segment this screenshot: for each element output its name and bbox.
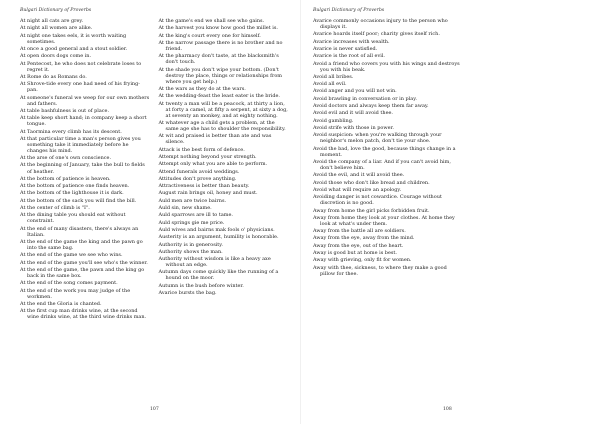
proverb-entry: Auld wives and bairns mak fools o' physicians.: [158, 226, 275, 233]
proverb-entry: Authority shows the man.: [158, 248, 223, 255]
proverb-entry: Avoid gambling.: [313, 117, 354, 124]
proverb-entry: Avoid doctors and always keep them far away.: [313, 103, 429, 110]
proverb-entry: At the king's court every one for himself.: [158, 32, 261, 39]
proverb-entry: Autumn days come quickly like the running of a hound on the moor.: [158, 269, 279, 282]
proverb-entry: At night all women are alike.: [20, 25, 93, 32]
proverb-entry: At the end of the game, the pawn and the king go back in the same box.: [20, 266, 145, 279]
proverb-entry: Authority is in generosity.: [158, 241, 223, 248]
proverb-entry: Avoid strife with those in power.: [313, 124, 394, 131]
proverb-entry: At the bottom of the lighthouse it is dark.: [20, 190, 124, 197]
proverb-entry: At open doors dogs come in.: [20, 53, 92, 60]
proverb-entry: Away from the battle all are soldiers.: [313, 228, 406, 235]
proverb-entry: Avoid the evil, and it will avoid thee.: [313, 172, 405, 179]
proverb-entry: Avoid all evil.: [313, 81, 347, 88]
proverb-entry: Avarice commonly occasions injury to the person who displays it.: [313, 18, 448, 31]
left-page-column-2: [159, 18, 289, 322]
proverb-entry: At once a good general and a stout soldier.: [20, 45, 128, 52]
proverb-entry: Avoid the company of a liar. And if you can't avoid him, don't believe him.: [313, 158, 451, 171]
proverb-entry: Auld springs gie me price.: [158, 219, 225, 226]
proverb-entry: Avarice increases with wealth.: [313, 38, 390, 45]
proverb-entry: At the pharmacy don't taste, at the blacksmith's don't touch.: [158, 53, 279, 66]
proverb-entry: Attractiveness is better than beauty.: [158, 183, 250, 190]
proverb-entry: At that particular time a man's person gives you something take it immediately before he changes his mind.: [20, 135, 141, 154]
proverb-entry: At the end of the game you'll see who's the winner.: [20, 259, 148, 266]
proverb-entry: Avoid all bribes.: [313, 73, 354, 80]
proverb-entry: Avoid suspicion: when you're walking through your neighbor's melon patch, don't tie your shoe.: [313, 132, 442, 145]
proverb-entry: Away from home they look at your clothes. At home they look at what's under them.: [313, 214, 455, 227]
entry-columns: [20, 18, 288, 322]
proverb-entry: Avarice is never satisfied.: [313, 45, 378, 52]
proverb-entry: Avoid a friend who covers you with his wings and destroys you with his beak.: [313, 60, 460, 73]
proverb-entry: Away is good but at home is best.: [313, 250, 397, 257]
proverb-entry: Attack is the best form of defence.: [158, 146, 245, 153]
proverb-entry: Avoid evil and it will avoid thee.: [313, 110, 393, 117]
right-page: [300, 0, 600, 424]
page-number: 107: [150, 407, 159, 412]
proverb-entry: At the end of the game we see who wins.: [20, 252, 123, 259]
page-number: 108: [443, 407, 452, 412]
proverb-entry: Avarice hoards itself poor; charity gives itself rich.: [313, 31, 440, 38]
proverb-entry: At table bashfulness is out of place.: [20, 107, 110, 114]
proverb-entry: Auld sin, new shame.: [158, 205, 212, 212]
proverb-entry: Auld sparrows are ill to tame.: [158, 212, 233, 219]
running-head: Bulgari Dictionary of Proverbs: [20, 8, 92, 13]
proverb-entry: Away with thee, sickness, to where they make a good pillow for thee.: [313, 264, 447, 277]
proverb-entry: At whatever age a child gets a problem, at the same age she has to shoulder the responsibility.: [158, 119, 286, 132]
running-head: Bulgari Dictionary of Proverbs: [313, 8, 385, 13]
proverb-entry: Auld men are twice bairns.: [158, 197, 227, 204]
proverb-entry: At the shade you don't wipe your bottom. (Don't destroy the place, things or relationships from where you get help.): [158, 66, 282, 85]
proverb-entry: At the bottom of patience is heaven.: [20, 175, 111, 182]
proverb-entry: Attitudes don't prove anything.: [158, 175, 237, 182]
proverb-entry: Away with grieving, only fit for women.: [313, 257, 412, 264]
proverb-entry: Away from home the girl picks forbidden fruit.: [313, 207, 430, 214]
proverb-entry: At Pentecost, he who does not celebrate loses to regret it.: [20, 60, 142, 73]
proverb-entry: At the narrow passage there is no brother and no friend.: [158, 39, 283, 52]
proverb-entry: At someone's funeral we weep for our own mothers and fathers.: [20, 94, 150, 107]
proverb-entry: At the bottom of patience one finds heaven.: [20, 183, 130, 190]
proverb-entry: At the first cup man drinks wine, at the second wine drinks wine, at the third wine drinks man.: [20, 308, 147, 321]
proverb-entry: At the end of the work you may judge of the workmen.: [20, 287, 131, 300]
proverb-entry: At wit and praised is better than ate and was silence.: [158, 133, 272, 146]
proverb-entry: At night all cats are grey.: [20, 18, 84, 24]
proverb-entry: Avarice bursts the bag.: [158, 290, 217, 297]
proverb-entry: Away from the eye, out of the heart.: [313, 242, 404, 249]
right-page-column-1: [313, 18, 463, 278]
proverb-entry: At the wars as they do at the wars.: [158, 85, 246, 92]
proverb-entry: Avoid anger and you will not win.: [313, 88, 397, 95]
proverb-entry: Attend funerals avoid weddings.: [158, 168, 240, 175]
proverb-entry: At night one takes eels, it is worth waiting sometimes.: [20, 32, 127, 45]
proverb-entry: At Taormina every climb has its descent.: [20, 128, 122, 135]
proverb-entry: At the bottom of the sack you will find the bill.: [20, 197, 137, 204]
proverb-entry: At the harvest you know how good the millet is.: [158, 25, 278, 32]
proverb-entry: At the beginning of January, take the bull to fields of heather.: [20, 162, 145, 175]
proverb-entry: Avoid brawling in conversation or in play.: [313, 95, 417, 102]
proverb-entry: At the end of many disasters, there's always an Italian.: [20, 225, 139, 238]
proverb-entry: At the dining table you should eat without constraint.: [20, 212, 126, 225]
proverb-entry: At the game's end we shall see who gains.: [158, 18, 265, 24]
proverb-entry: At the arse of one's own conscience.: [20, 155, 112, 162]
proverb-entry: At the end of the game the king and the pawn go into the same bag.: [20, 239, 143, 252]
proverb-entry: At the center of climb is "I".: [20, 205, 90, 212]
proverb-entry: Autumn is the bush before winter.: [158, 282, 244, 289]
proverb-entry: Away from the eye, away from the mind.: [313, 235, 415, 242]
proverb-entry: Avoid the bad, love the good, because things change in a moment.: [313, 145, 456, 158]
entry-columns: [313, 18, 580, 278]
proverb-entry: At table keep short hand; in company keep a short tongue.: [20, 115, 147, 128]
left-page-column-1: [20, 18, 150, 322]
proverb-entry: At the end of the song comes payment.: [20, 280, 118, 287]
proverb-entry: At the end the Gloria is chanted.: [20, 300, 102, 307]
proverb-entry: Avoiding danger is not cowardice. Courage without discretion is no good.: [313, 194, 442, 207]
proverb-entry: Authority without wisdom is like a heavy axe without an edge.: [158, 256, 271, 269]
proverb-entry: Avoid what will require an apology.: [313, 186, 402, 193]
proverb-entry: Austerity is an argument, humility is honorable.: [158, 234, 279, 241]
proverb-entry: Avarice is the root of all evil.: [313, 53, 385, 60]
proverb-entry: At the wedding-feast the least eater is the bride.: [158, 93, 281, 100]
proverb-entry: At twenty a man will be a peacock, at thirty a lion, at forty a camel, at fifty a serpent, at sixty a dog, at seventy an monkey, and at eighty nothing.: [158, 100, 288, 119]
proverb-entry: Attempt only what you are able to perform.: [158, 161, 268, 168]
proverb-entry: Attempt nothing beyond your strength.: [158, 153, 257, 160]
proverb-entry: At Rome do as Romans do.: [20, 73, 87, 80]
proverb-entry: At Shrove-tide every one had need of his frying-pan.: [20, 81, 140, 94]
proverb-entry: Avoid those who don't like bread and children.: [313, 179, 430, 186]
proverb-entry: August rain brings oil, honey and must.: [158, 190, 258, 197]
